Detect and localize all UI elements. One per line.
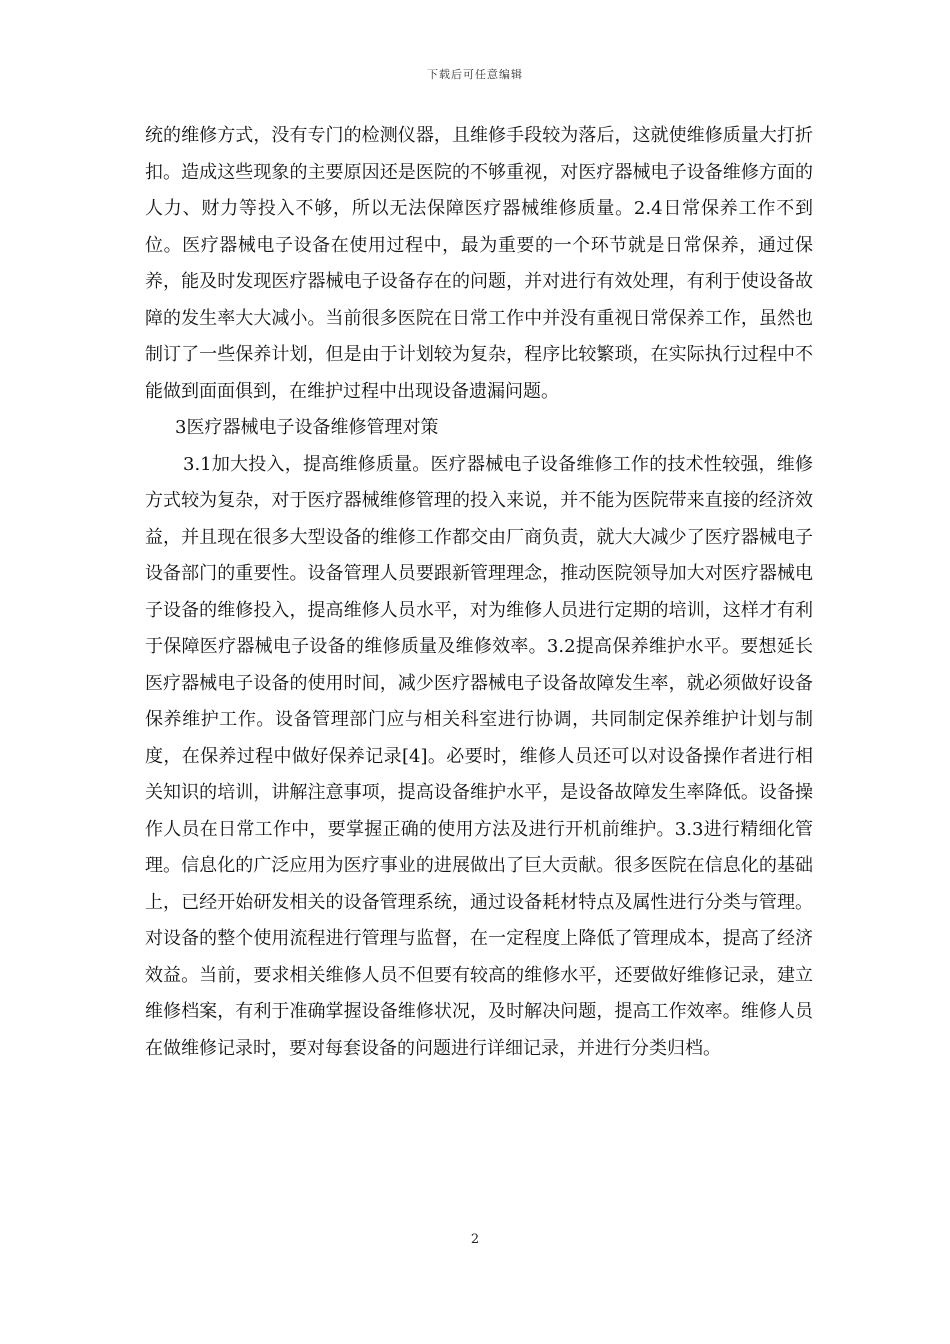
page-header: 下载后可任意编辑	[427, 68, 523, 81]
document-body	[145, 118, 813, 1067]
section-heading: 3医疗器械电子设备维修管理对策	[175, 417, 439, 438]
paragraph-countermeasures: 3.1加大投入，提高维修质量。医疗器械电子设备维修工作的技术性较强，维修方式较为复杂，对于医疗器械维修管理的投入来说，并不能为医院带来直接的经济效益，并且现在很多大型设备的维修工作都交由厂商负责，就大大减少了医疗器械电子设备部门的重要性。设备管理人员要跟新管理理念，推动医院领导加大对医疗器械电子设备的维修投入，提高维修人员水平，对为维修人员进行定期的培训，这样才有利于保障医疗器械电子设备的维修质量及维修效率。3.2提高保养维护水平。要想延长医疗器械电子设备的使用时间，减少医疗器械电子设备故障发生率，就必须做好设备保养维护工作。设备管理部门应与相关科室进行协调，共同制定保养维护计划与制度，在保养过程中做好保养记录[4]。必要时，维修人员还可以对设备操作者进行相关知识的培训，讲解注意事项，提高设备维护水平，是设备故障发生率降低。设备操作人员在日常工作中，要掌握正确的使用方法及进行开机前维护。3.3进行精细化管理。信息化的广泛应用为医疗事业的进展做出了巨大贡献。很多医院在信息化的基础上，已经开始研发相关的设备管理系统，通过设备耗材特点及属性进行分类与管理。对设备的整个使用流程进行管理与监督，在一定程度上降低了管理成本，提高了经济效益。当前，要求相关维修人员不但要有较高的维修水平，还要做好维修记录，建立维修档案，有利于准确掌握设备维修状况，及时解决问题，提高工作效率。维修人员在做维修记录时，要对每套设备的问题进行详细记录，并进行分类归档。	[145, 453, 813, 1059]
page-number: 2	[470, 1232, 480, 1247]
paragraph-continuation: 统的维修方式，没有专门的检测仪器，且维修手段较为落后，这就使维修质量大打折扣。造成这些现象的主要原因还是医院的不够重视，对医疗器械电子设备维修方面的人力、财力等投入不够，所以无法保障医疗器械维修质量。2.4日常保养工作不到位。医疗器械电子设备在使用过程中，最为重要的一个环节就是日常保养，通过保养，能及时发现医疗器械电子设备存在的问题，并对进行有效处理，有利于使设备故障的发生率大大减小。当前很多医院在日常工作中并没有重视日常保养工作，虽然也制订了一些保养计划，但是由于计划较为复杂，程序比较繁琐，在实际执行过程中不能做到面面俱到，在维护过程中出现设备遗漏问题。	[145, 125, 813, 402]
